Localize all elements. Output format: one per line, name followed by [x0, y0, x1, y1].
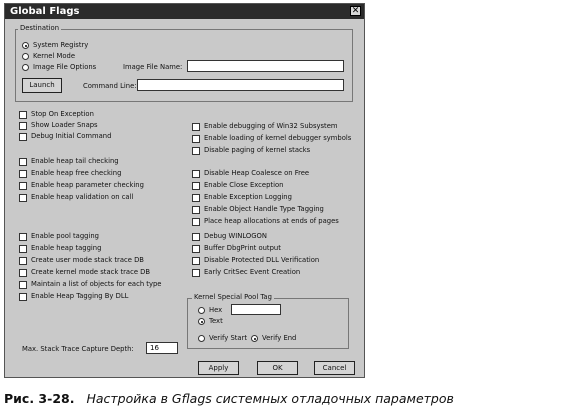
flag-label: Enable debugging of Win32 Subsystem [204, 122, 338, 130]
flag-label: Enable Object Handle Type Tagging [204, 205, 324, 213]
checkbox[interactable] [19, 122, 27, 130]
launch-button[interactable]: Launch [22, 78, 62, 93]
title-bar [5, 4, 364, 19]
radio-system-registry[interactable] [22, 42, 29, 49]
checkbox[interactable] [19, 257, 27, 265]
flag-label: Enable heap validation on call [31, 193, 134, 201]
checkbox[interactable] [19, 269, 27, 277]
stack-depth-label: Max. Stack Trace Capture Depth: [22, 345, 134, 353]
flag-label: Enable loading of kernel debugger symbols [204, 134, 352, 142]
checkbox[interactable] [19, 233, 27, 241]
flag-label: Enable heap parameter checking [31, 181, 144, 189]
checkbox[interactable] [19, 158, 27, 166]
checkbox[interactable] [19, 293, 27, 301]
checkbox[interactable] [192, 182, 200, 190]
flag-label: Debug Initial Command [31, 132, 112, 140]
flag-label: Enable Exception Logging [204, 193, 292, 201]
radio-image-file-options[interactable] [22, 64, 29, 71]
cancel-button[interactable]: Cancel [314, 361, 355, 375]
flag-label: Maintain a list of objects for each type [31, 280, 162, 288]
flag-label: Disable Protected DLL Verification [204, 256, 320, 264]
checkbox[interactable] [19, 281, 27, 289]
radio-verify-start[interactable] [198, 335, 205, 342]
checkbox[interactable] [192, 206, 200, 214]
checkbox[interactable] [19, 194, 27, 202]
radio-hex[interactable] [198, 307, 205, 314]
flag-label: Place heap allocations at ends of pages [204, 217, 339, 225]
checkbox[interactable] [192, 135, 200, 143]
radio-text[interactable] [198, 318, 205, 325]
flag-label: Enable heap tail checking [31, 157, 119, 165]
ok-button[interactable]: OK [257, 361, 298, 375]
window-title: Global Flags [10, 6, 80, 17]
checkbox[interactable] [19, 111, 27, 119]
checkbox[interactable] [192, 269, 200, 277]
flag-label: Debug WINLOGON [204, 232, 267, 240]
flag-label: Create user mode stack trace DB [31, 256, 144, 264]
checkbox[interactable] [19, 170, 27, 178]
checkbox[interactable] [192, 147, 200, 155]
command-line-input[interactable] [137, 79, 344, 91]
flag-label: Enable heap tagging [31, 244, 102, 252]
flag-label: Stop On Exception [31, 110, 94, 118]
radio-verify-end[interactable] [251, 335, 258, 342]
radio-image-file-options-label: Image File Options [33, 63, 97, 71]
checkbox[interactable] [19, 182, 27, 190]
checkbox[interactable] [192, 170, 200, 178]
flag-label: Enable Close Exception [204, 181, 284, 189]
global-flags-dialog [4, 3, 365, 378]
destination-group-label: Destination [20, 24, 60, 32]
checkbox[interactable] [192, 233, 200, 241]
apply-button[interactable]: Apply [198, 361, 239, 375]
flag-label: Create kernel mode stack trace DB [31, 268, 151, 276]
radio-system-registry-label: System Registry [33, 41, 89, 49]
figure-caption [4, 391, 454, 406]
flag-label: Show Loader Snaps [31, 121, 98, 129]
figure-number: Рис. 3-28. [4, 391, 75, 406]
checkbox[interactable] [192, 245, 200, 253]
command-line-label: Command Line: [83, 82, 137, 90]
flag-label: Enable pool tagging [31, 232, 99, 240]
figure-caption-text: Настройка в Gflags системных отладочных параметров [86, 391, 454, 406]
checkbox[interactable] [192, 194, 200, 202]
radio-kernel-mode[interactable] [22, 53, 29, 60]
image-file-name-label: Image File Name: [123, 63, 183, 71]
checkbox[interactable] [192, 257, 200, 265]
close-icon[interactable]: ✕ [351, 6, 360, 16]
flag-label: Disable Heap Coalesce on Free [204, 169, 310, 177]
pool-tag-input[interactable] [231, 304, 281, 315]
stack-depth-input[interactable]: 16 [146, 342, 178, 354]
flag-label: Buffer DbgPrint output [204, 244, 281, 252]
radio-verify-start-label: Verify Start [209, 334, 248, 342]
checkbox[interactable] [192, 218, 200, 226]
flag-label: Disable paging of kernel stacks [204, 146, 311, 154]
image-file-name-input[interactable] [187, 60, 344, 72]
radio-text-label: Text [209, 317, 223, 325]
checkbox[interactable] [19, 133, 27, 141]
pool-tag-group-label: Kernel Special Pool Tag [194, 293, 272, 301]
flag-label: Early CritSec Event Creation [204, 268, 301, 276]
radio-hex-label: Hex [209, 306, 223, 314]
checkbox[interactable] [192, 123, 200, 131]
radio-verify-end-label: Verify End [262, 334, 297, 342]
checkbox[interactable] [19, 245, 27, 253]
flag-label: Enable heap free checking [31, 169, 122, 177]
flag-label: Enable Heap Tagging By DLL [31, 292, 129, 300]
radio-kernel-mode-label: Kernel Mode [33, 52, 76, 60]
